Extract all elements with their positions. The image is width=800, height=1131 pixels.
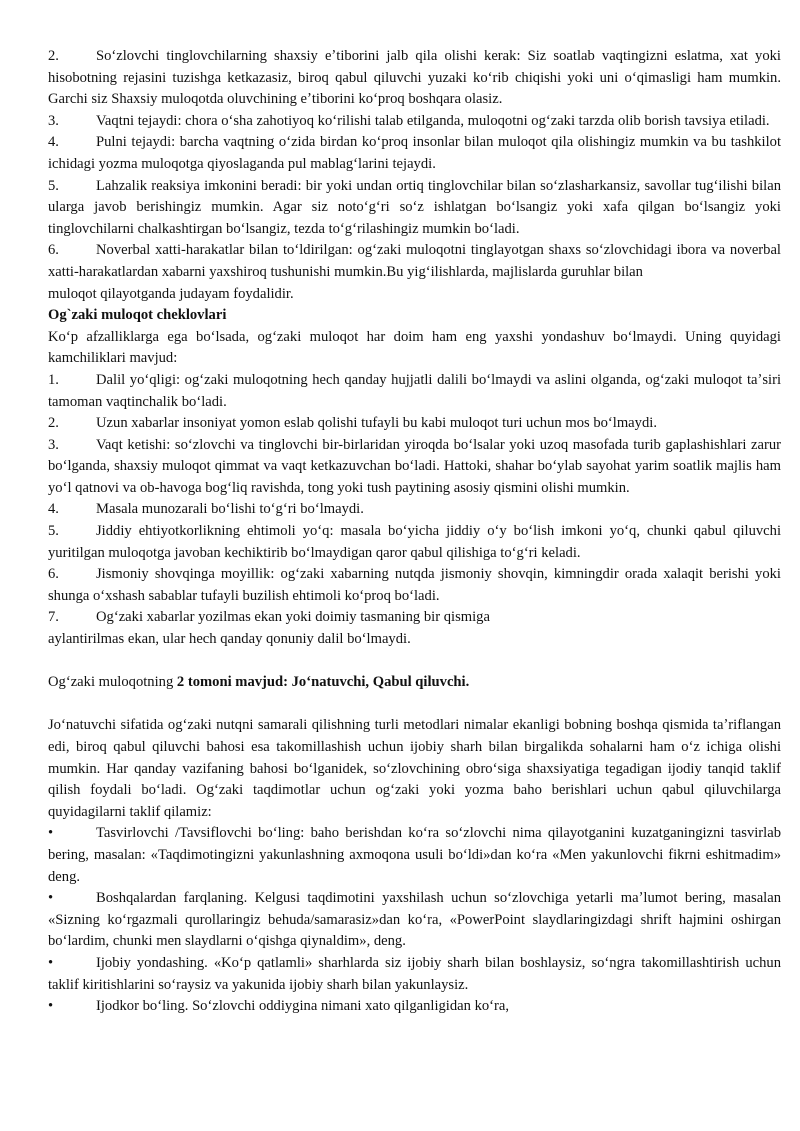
list-item [48,413,781,435]
sides-line [48,672,781,694]
list-item [48,607,781,629]
item-text: Soʻzlovchi tinglovchilarning shaxsiy eʼtiborini jalb qila olishi kerak: Siz soatlab vaqtingizni eslatma, xat yoki hisobotning rejasini tuzishga ketkazasiz, biroq qabul qiluvchi yuzaki koʻrib chiqishi yoki uni oʻqimasligi ham mumkin. Garchi siz Shaxsiy muloqotda oluvchining eʼtiborini koʻproq boshqara olasiz. [48,48,781,108]
item-number: 7. [48,609,59,626]
sides-prefix: Ogʻzaki muloqotning [48,674,177,691]
item-text: Jiddiy ehtiyotkorlikning ehtimoli yoʻq: masala boʻyicha jiddiy oʻy boʻlish imkoni yoʻq, chunki qabul qiluvchi yuritilgan muloqotga javoban kechiktirib boʻlmaydigan qaror qabul qilishiga toʻgʻri keladi. [48,523,781,561]
list-item [48,435,781,500]
bullet-icon: • [48,954,54,971]
section-heading: Og`zaki muloqot cheklovlari [48,307,227,324]
list-item [48,521,781,564]
item-text: Vaqtni tejaydi: chora oʻsha zahotiyoq koʻrilishi talab etilganda, muloqotni ogʻzaki tarzda olib borish tavsiya etiladi. [96,112,770,129]
item-number: 2. [48,48,59,64]
item-number: 2. [48,415,59,432]
bullet-item [48,996,781,1018]
spacer [48,651,781,673]
item-number: 3. [48,112,59,129]
bullet-item [48,888,781,953]
item-text: Uzun xabarlar insoniyat yomon eslab qolishi tufayli bu kabi muloqot turi uchun mos boʻlmaydi. [96,415,657,432]
list-item [48,46,781,111]
list-item [48,499,781,521]
list-item-continuation: aylantirilmas ekan, ular hech qanday qonuniy dalil boʻlmaydi. [48,631,411,648]
item-text: Ijodkor boʻling. Soʻzlovchi oddiygina nimani xato qilganligidan koʻra, [96,998,510,1015]
list-item [48,240,781,283]
spacer [48,694,781,716]
sides-bold: 2 tomoni mavjud: Joʻnatuvchi, Qabul qiluvchi. [176,674,470,691]
item-text: Vaqt ketishi: soʻzlovchi va tinglovchi bir-birlaridan yiroqda boʻlsalar yoki uzoq masofada turib gaplashishlari zarur boʻlganda, shaxsiy muloqot qimmat va vaqt ketkazuvchan boʻladi. Hattoki, shahar boʻylab sayohat yarim soatlik majlis ham yoʻl qatnovi va ob-havoga bogʻliq ravishda, tong yoki tush paytining asosiy qismini olishi mumkin. [48,436,781,496]
item-text: Boshqalardan farqlaning. Kelgusi taqdimotini yaxshilash uchun soʻzlovchiga yetarli maʼlumot bering, masalan «Sizning koʻrgazmali qurollaringiz behuda/samarasiz»dan koʻra, «PowerPoint slaydlaringizdagi shrift hajmini oshirgan boʻlardim, chunki men slaydlarni oʻqishga qiynaldim», deng. [48,890,781,950]
item-text: Ogʻzaki xabarlar yozilmas ekan yoki doimiy tasmaning bir qismiga [96,609,490,626]
limitations-list [48,370,781,651]
list-item [48,111,781,133]
list-item-continuation: muloqot qilayotganda judayam foydalidir. [48,285,294,302]
bullet-icon: • [48,825,54,842]
list-item [48,564,781,607]
bullet-icon: • [48,890,54,907]
item-text: Tasvirlovchi /Tavsiflovchi boʻling: baho berishdan koʻra soʻzlovchi nima qilayotganini kuzatganingizni tasvirlab bering, masalan: «Taqdimotingizni yakunlashning axmoqona usuli boʻldi»dan koʻra «Men yakunlovchi fikrni eshitmadim» deng. [48,825,781,885]
item-number: 6. [48,242,59,259]
item-text: Jismoniy shovqinga moyillik: ogʻzaki xabarning nutqda jismoniy shovqin, kimningdir orada xalaqit berishi yoki shunga oʻxshash sabablar tufayli buzilish ehtimoli koʻproq boʻladi. [48,566,781,604]
item-number: 4. [48,501,59,518]
item-text: Ijobiy yondashing. «Koʻp qatlamli» sharhlarda siz ijobiy sharh bilan boshlaysiz, soʻngra takomillashtirish uchun taklif kiritishlarini soʻraysiz va yakunida ijobiy sharh bilan yakunlaysiz. [48,954,781,993]
item-text: Masala munozarali boʻlishi toʻgʻri boʻlmaydi. [96,501,364,518]
section-intro: Koʻp afzalliklarga ega boʻlsada, ogʻzaki muloqot har doim ham eng yaxshi yondashuv boʻlmaydi. Uning quyidagi kamchiliklari mavjud: [48,328,781,367]
item-number: 6. [48,566,59,583]
item-text: Pulni tejaydi: barcha vaqtning oʻzida birdan koʻproq insonlar bilan muloqot qila olishingiz mumkin va bu tashkilot ichidagi yozma muloqotga qiyoslaganda pul mablagʻlarini tejaydi. [48,134,781,172]
item-text: Lahzalik reaksiya imkonini beradi: bir yoki undan ortiq tinglovchilar bilan soʻzlasharkansiz, savollar tugʻilishi bilan ularga javob berishingiz mumkin. Agar siz notoʻgʻri soʻz ishlatgan boʻlsangiz yoki xafa qilgan boʻlsangiz yoki tinglovchilarni chalkashtirgan boʻlsangiz, tezda toʻgʻrilashingiz mumkin boʻladi. [48,177,781,237]
item-number: 5. [48,523,59,540]
item-number: 5. [48,177,59,194]
item-text: Noverbal xatti-harakatlar bilan toʻldirilgan: ogʻzaki muloqotni tinglayotgan shaxs soʻzlovchidagi ibora va noverbal xatti-harakatlardan xabarni yaxshiroq tushunishi mumkin.Bu yigʻilishlarda, majlislarda guruhlar bilan [48,242,781,280]
item-number: 3. [48,436,59,453]
bullet-list [48,823,781,1017]
item-number: 4. [48,134,59,151]
sender-paragraph: Joʻnatuvchi sifatida ogʻzaki nutqni samarali qilishning turli metodlari nimalar ekanligi bobning boshqa qismida taʼriflangan edi, biroq qabul qiluvchi bahosi esa takomillashish uchun ijobiy sharh bilan birgalikda sohalarni ham oʻz ichiga olishi mumkin. Har qanday vazifaning bahosi boʻlganidek, soʻzlovchining obroʻsiga shaxsiyatiga tegadigan ijodiy tanqid taklif qilish foydali boʻladi. Ogʻzaki taqdimotlar uchun ogʻzaki yoki yozma baho berishlari uchun qabul qiluvchilarga quyidagilarni taklif qilamiz: [48,717,781,820]
advantages-list [48,46,781,305]
bullet-item [48,953,781,996]
list-item [48,176,781,241]
bullet-icon: • [48,998,54,1015]
document-page [48,46,781,1018]
list-item [48,132,781,175]
bullet-item [48,823,781,888]
item-text: Dalil yoʻqligi: ogʻzaki muloqotning hech qanday hujjatli dalili boʻlmaydi va aslini olganda, ogʻzaki muloqot taʼsiri tamoman vaqtinchalik boʻladi. [48,371,781,410]
list-item [48,370,781,413]
item-number: 1. [48,371,59,388]
